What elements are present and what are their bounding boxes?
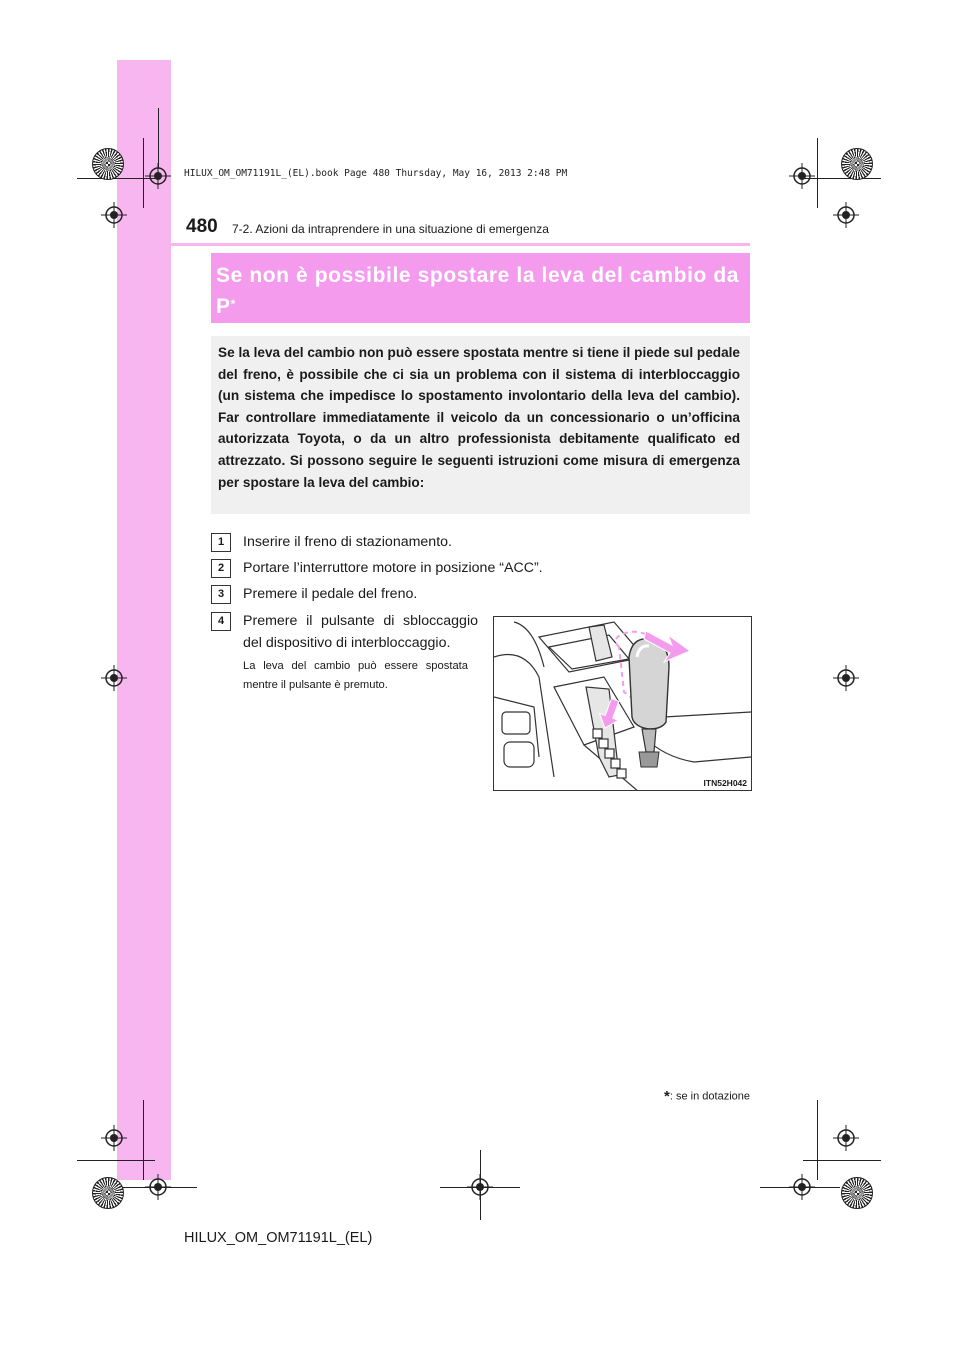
crosshair-icon xyxy=(833,1125,859,1151)
step-4-note: La leva del cambio può essere spostata mentre il pulsante è premuto. xyxy=(243,660,468,691)
step-text-4: Premere il pulsante di sbloccaggio del dispositivo di interbloccaggio. xyxy=(243,613,478,651)
shift-lever-figure xyxy=(493,616,752,791)
crosshair-icon xyxy=(789,163,815,189)
figure-code: ITN52H042 xyxy=(703,778,747,788)
intro-text: Se la leva del cambio non può essere spostata mentre si tiene il piede sul pedale del freno, è possibile che ci sia un problema con il sistema di interbloccaggio (un sistema che impedisce lo spostamento involontario della leva del cambio). Far controllare immediatamente il veicolo da un concessionario o un’officina autorizzata Toyota, o da un altro professionista debitamente qualificato ed attrezzato. Si possono seguire le seguenti istruzioni come misura di emergenza per spostare la leva del cambio: xyxy=(218,345,740,490)
header-rule xyxy=(117,243,750,246)
page-number: 480 xyxy=(186,216,218,237)
step-number-3: 3 xyxy=(211,585,231,604)
step-number-4: 4 xyxy=(211,612,231,631)
registration-rosette-tl xyxy=(92,148,124,180)
footnote xyxy=(664,1088,750,1105)
crosshair-icon xyxy=(789,1174,815,1200)
crosshair-icon xyxy=(833,202,859,228)
registration-rosette-bl xyxy=(92,1177,124,1209)
step-number-2: 2 xyxy=(211,559,231,578)
sidebar-band xyxy=(117,60,171,1180)
book-info: HILUX_OM_OM71191L_(EL).book Page 480 Thursday, May 16, 2013 2:48 PM xyxy=(184,168,568,179)
page-title xyxy=(216,260,748,322)
asterisk-icon: * xyxy=(664,1088,670,1105)
step-text-1: Inserire il freno di stazionamento. xyxy=(243,534,452,550)
registration-rosette-tr xyxy=(841,148,873,180)
footnote-text: : se in dotazione xyxy=(669,1090,750,1103)
crosshair-icon xyxy=(101,665,127,691)
crosshair-icon xyxy=(467,1174,493,1200)
crosshair-icon xyxy=(101,202,127,228)
step-number-1: 1 xyxy=(211,533,231,552)
crosshair-icon xyxy=(101,1125,127,1151)
title-text: Se non è possibile spostare la leva del cambio da P xyxy=(216,264,740,318)
step-text-3: Premere il pedale del freno. xyxy=(243,586,418,602)
crosshair-icon xyxy=(145,163,171,189)
crosshair-icon xyxy=(145,1174,171,1200)
section-header: 7-2. Azioni da intraprendere in una situazione di emergenza xyxy=(232,222,549,236)
shift-lever-illustration xyxy=(494,617,751,790)
footer: HILUX_OM_OM71191L_(EL) xyxy=(184,1230,373,1246)
step-text-2: Portare l’interruttore motore in posizione “ACC”. xyxy=(243,560,543,576)
registration-rosette-br xyxy=(841,1177,873,1209)
title-marker: * xyxy=(230,297,236,311)
crosshair-icon xyxy=(833,665,859,691)
